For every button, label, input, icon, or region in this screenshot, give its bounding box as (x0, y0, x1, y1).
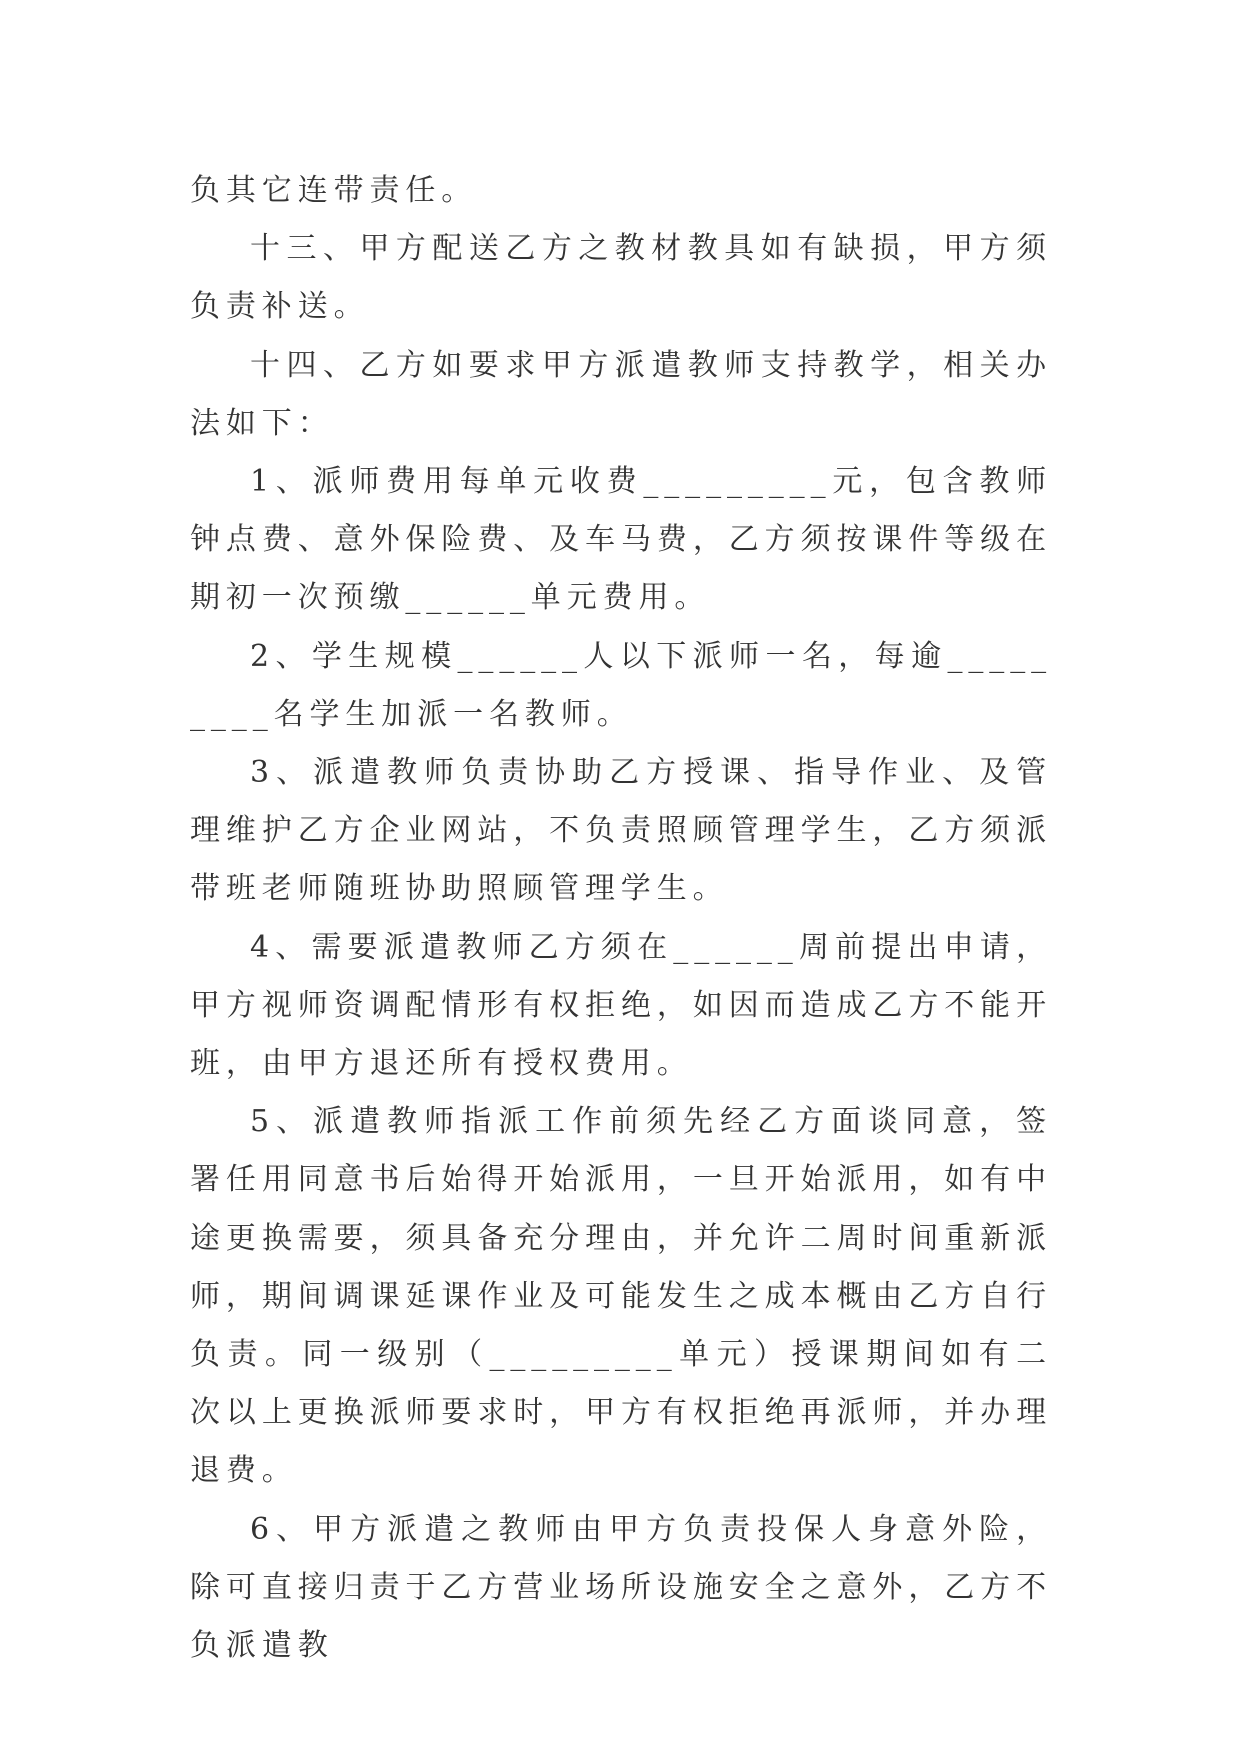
paragraph-7: 4、需要派遣教师乙方须在______周前提出申请，甲方视师资调配情形有权拒绝，如因而造成乙方不能开班，由甲方退还所有授权费用。 (190, 929, 1052, 1082)
paragraph-6: 3、派遣教师负责协助乙方授课、指导作业、及管理维护乙方企业网站，不负责照顾管理学生，乙方须派带班老师随班协助照顾管理学生。 (190, 755, 1052, 907)
paragraph-8: 5、派遣教师指派工作前须先经乙方面谈同意，签署任用同意书后始得开始派用，一旦开始派用，如有中途更换需要，须具备充分理由，并允许二周时间重新派师，期间调课延课作业及可能发生之成本概由乙方自行负责。同一级别（_________单元）授课期间如有二次以上更换派师要求时，甲方有权拒绝再派师，并办理退费。 (190, 1104, 1052, 1489)
paragraph-1: 负其它连带责任。 (190, 173, 478, 208)
paragraph-4: 1、派师费用每单元收费_________元，包含教师钟点费、意外保险费、及车马费，乙方须按课件等级在期初一次预缴______单元费用。 (190, 464, 1052, 616)
paragraph-2: 十三、甲方配送乙方之教材教具如有缺损，甲方须负责补送。 (190, 231, 1052, 325)
paragraph-5: 2、学生规模______人以下派师一名，每逾_________名学生加派一名教师。 (190, 638, 1052, 732)
document-body (190, 162, 1052, 1675)
paragraph-3: 十四、乙方如要求甲方派遣教师支持教学，相关办法如下： (190, 347, 1052, 441)
paragraph-9: 6、甲方派遣之教师由甲方负责投保人身意外险，除可直接归责于乙方营业场所设施安全之意外，乙方不负派遣教 (190, 1511, 1052, 1664)
